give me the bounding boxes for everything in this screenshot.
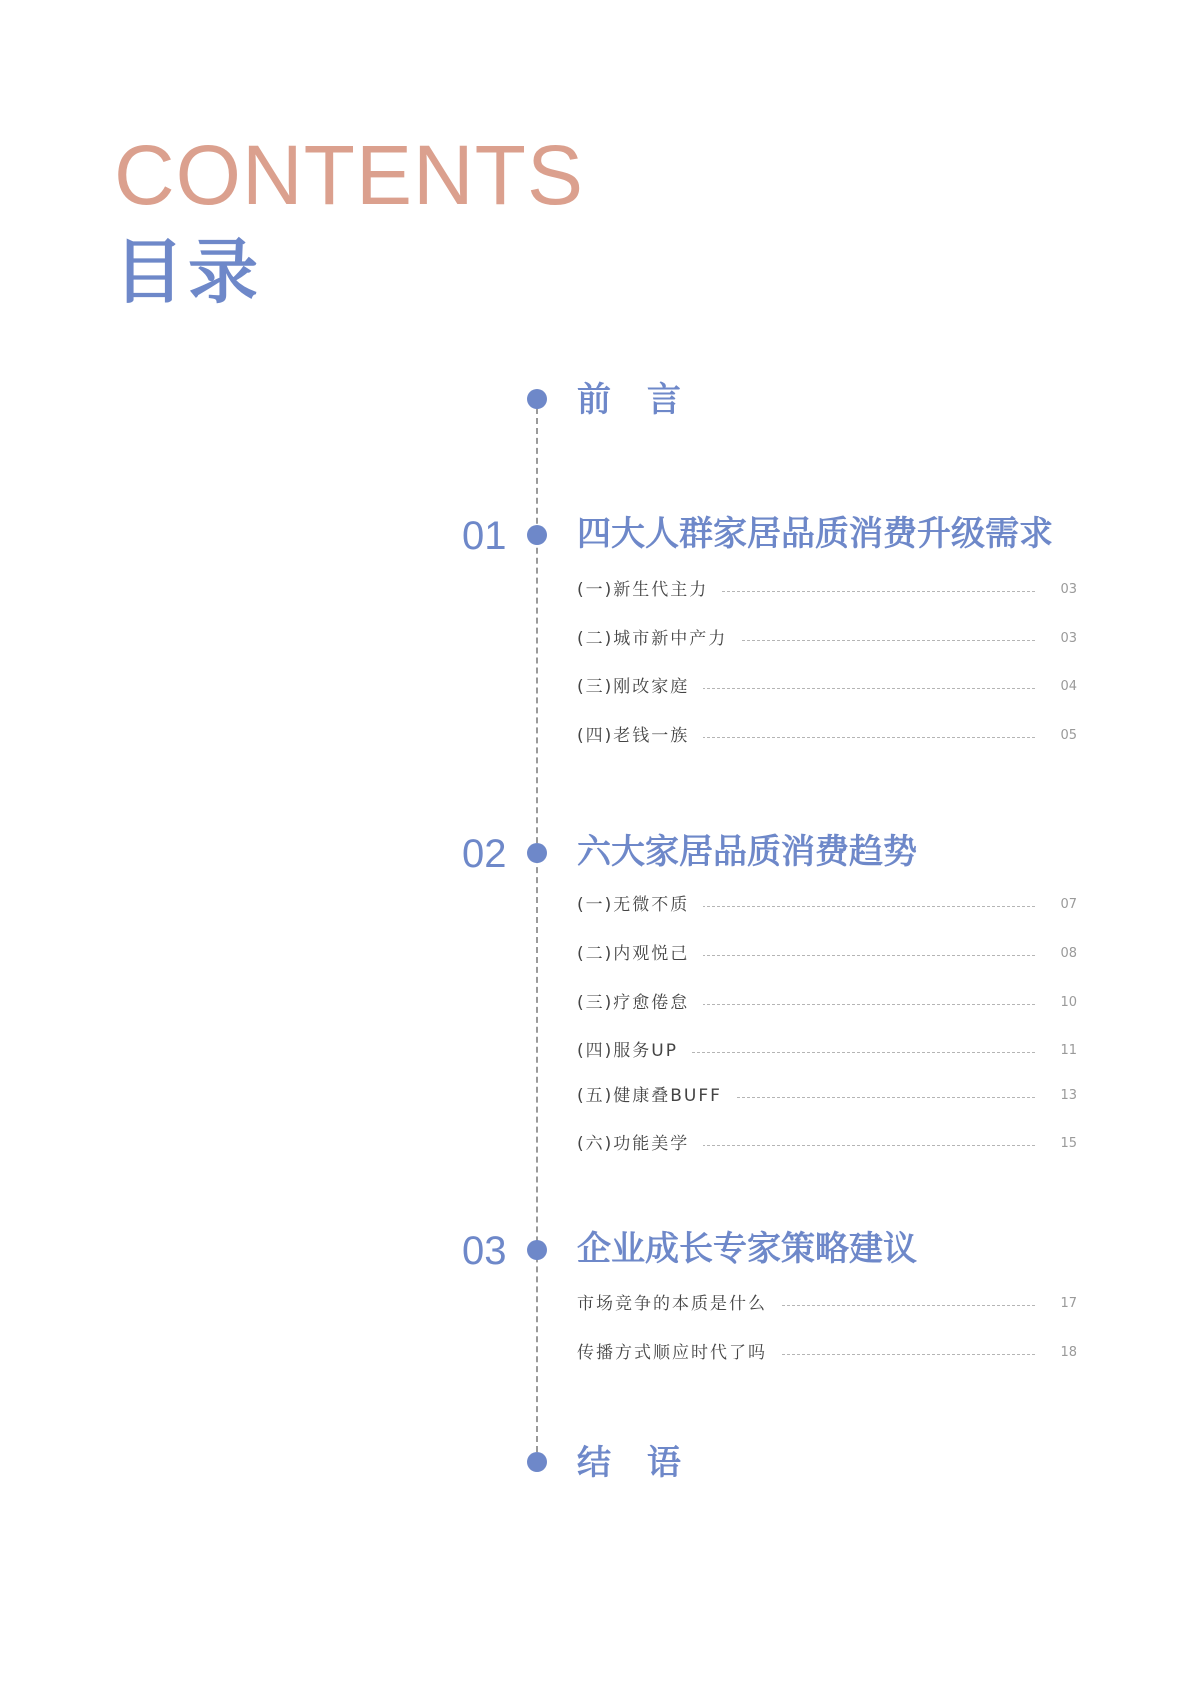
toc-entry-label: (二)内观悦己 [577,941,703,967]
conclusion-heading[interactable]: 结 语 [577,1443,693,1483]
toc-entry-page: 10 [1060,995,1077,1010]
toc-entry[interactable] [577,723,1077,749]
toc-entry[interactable] [577,1340,1077,1366]
toc-entry-label: 市场竞争的本质是什么 [577,1291,781,1317]
toc-entry[interactable] [577,1083,1077,1109]
timeline-dot-section-02 [527,843,547,863]
timeline-line [536,398,538,1462]
toc-title-cn: 目录 [114,231,262,313]
toc-entry-label: (六)功能美学 [577,1131,703,1157]
toc-entry-label: (五)健康叠BUFF [577,1083,736,1109]
toc-entry-label: (二)城市新中产力 [577,626,741,652]
contents-title: CONTENTS [114,128,584,222]
toc-entry-page: 15 [1060,1136,1077,1151]
timeline-dot-section-03 [527,1240,547,1260]
preface-heading[interactable]: 前 言 [577,380,693,420]
toc-entry-page: 07 [1060,897,1077,912]
toc-entry[interactable] [577,892,1077,918]
toc-entry[interactable] [577,577,1077,603]
section-title-01[interactable]: 四大人群家居品质消费升级需求 [577,514,1053,554]
section-title-02[interactable]: 六大家居品质消费趋势 [577,832,917,872]
toc-entry[interactable] [577,626,1077,652]
toc-entry-page: 08 [1060,946,1077,961]
toc-entry-label: 传播方式顺应时代了吗 [577,1340,781,1366]
toc-entry-page: 05 [1060,728,1077,743]
toc-entry[interactable] [577,1131,1077,1157]
section-number-03: 03 [462,1229,507,1273]
timeline-dot-preface [527,389,547,409]
section-title-03[interactable]: 企业成长专家策略建议 [577,1229,917,1269]
section-number-02: 02 [462,832,507,876]
toc-entry-page: 03 [1060,582,1077,597]
toc-entry-label: (三)疗愈倦怠 [577,990,703,1016]
toc-entry[interactable] [577,990,1077,1016]
toc-entry[interactable] [577,941,1077,967]
toc-entry[interactable] [577,1038,1077,1064]
toc-entry[interactable] [577,1291,1077,1317]
timeline-dot-section-01 [527,525,547,545]
toc-entry-label: (四)老钱一族 [577,723,703,749]
toc-entry-page: 03 [1060,631,1077,646]
toc-entry-label: (四)服务UP [577,1038,692,1064]
timeline-dot-conclusion [527,1452,547,1472]
toc-entry-label: (一)新生代主力 [577,577,722,603]
toc-entry-label: (一)无微不质 [577,892,703,918]
toc-entry[interactable] [577,674,1077,700]
section-number-01: 01 [462,514,507,558]
toc-entry-page: 04 [1060,679,1077,694]
toc-entry-label: (三)刚改家庭 [577,674,703,700]
toc-entry-page: 11 [1060,1043,1077,1058]
toc-entry-page: 13 [1060,1088,1077,1103]
toc-entry-page: 17 [1060,1296,1077,1311]
toc-entry-page: 18 [1060,1345,1077,1360]
